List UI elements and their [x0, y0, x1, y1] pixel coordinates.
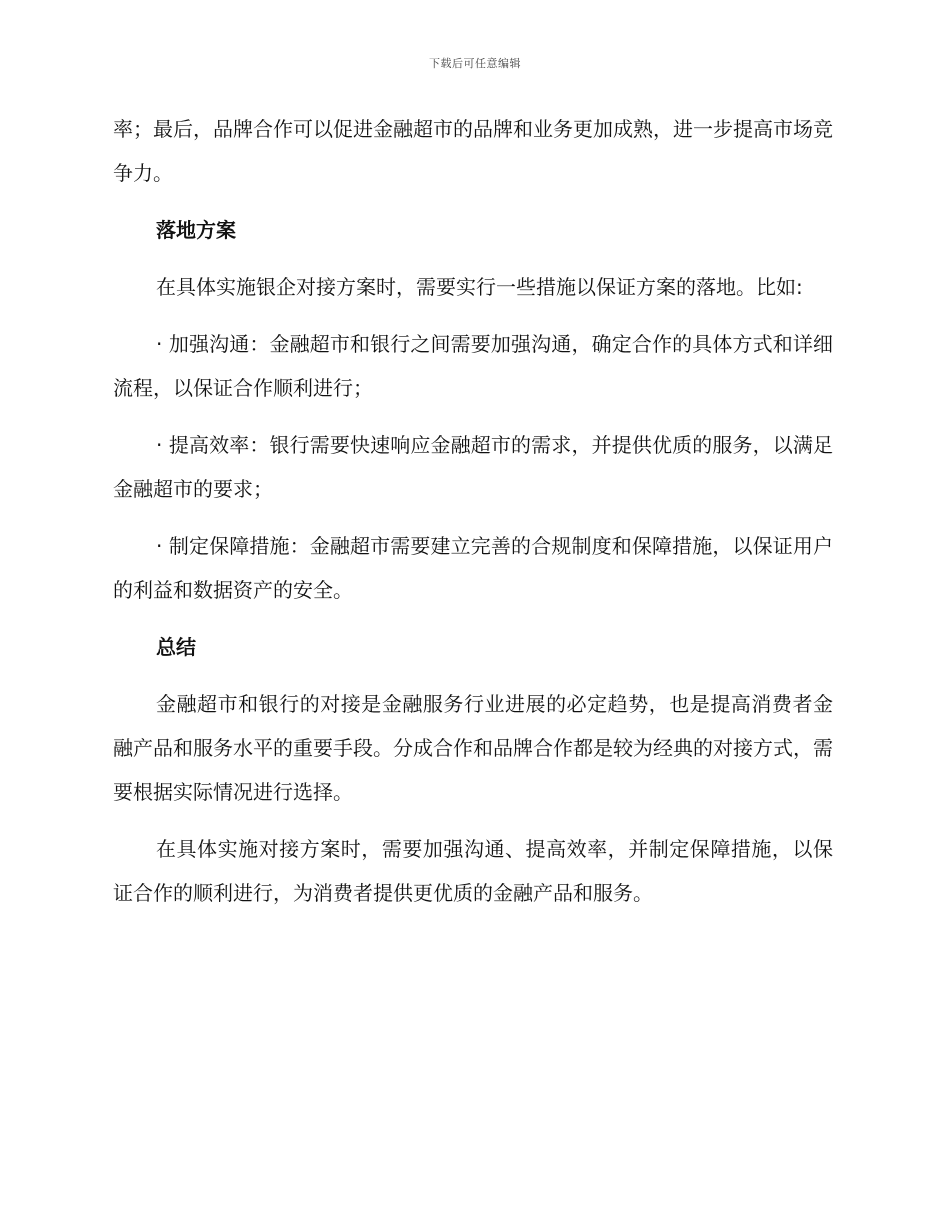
document-body	[113, 107, 833, 928]
paragraph-summary-1: 金融超市和银行的对接是金融服务行业进展的必定趋势，也是提高消费者金融产品和服务水平的重要手段。分成合作和品牌合作都是较为经典的对接方式，需要根据实际情况进行选择。	[113, 692, 833, 804]
list-item-efficiency: · 提高效率：银行需要快速响应金融超市的需求，并提供优质的服务，以满足金融超市的要求；	[113, 433, 833, 501]
paragraph-continuation: 率；最后，品牌合作可以促进金融超市的品牌和业务更加成熟，进一步提高市场竞争力。	[113, 117, 833, 185]
paragraph-summary-2: 在具体实施对接方案时，需要加强沟通、提高效率，并制定保障措施，以保证合作的顺利进行，为消费者提供更优质的金融产品和服务。	[113, 837, 833, 905]
section-heading-implementation: 落地方案	[156, 218, 236, 242]
section-heading-summary: 总结	[156, 635, 196, 659]
paragraph-implementation-intro: 在具体实施银企对接方案时，需要实行一些措施以保证方案的落地。比如:	[156, 275, 803, 299]
page-header: 下载后可任意编辑	[429, 57, 521, 70]
list-item-safeguards: · 制定保障措施：金融超市需要建立完善的合规制度和保障措施，以保证用户的利益和数据资产的安全。	[113, 534, 833, 602]
list-item-communication: · 加强沟通：金融超市和银行之间需要加强沟通，确定合作的具体方式和详细流程，以保证合作顺利进行；	[113, 332, 833, 400]
